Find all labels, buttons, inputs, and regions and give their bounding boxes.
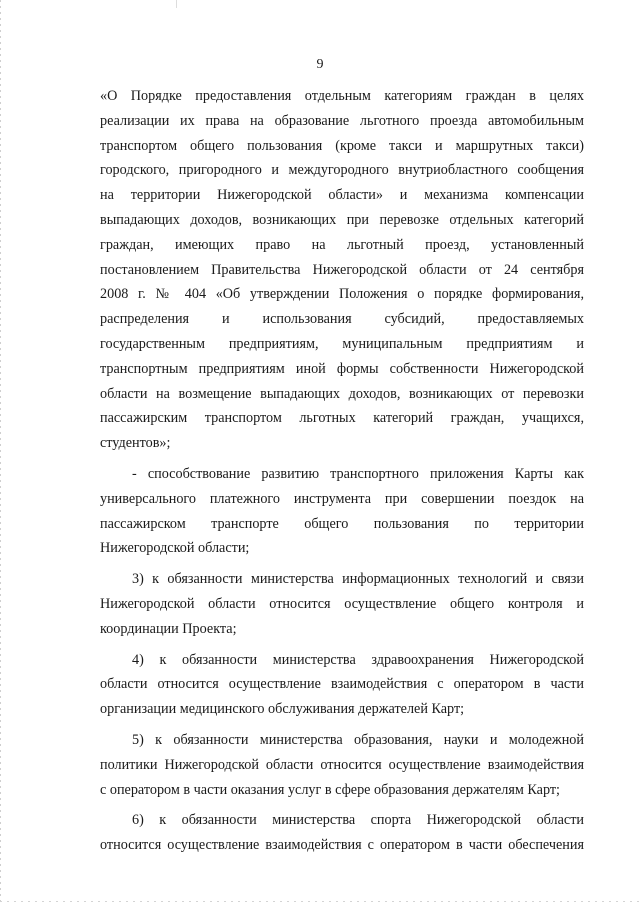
text-line: 5) к обязанности министерства образования, науки и молодежной: [132, 731, 584, 748]
text-line: политики Нижегородской области относится осуществление взаимодействия: [100, 756, 584, 773]
text-line: Нижегородской области относится осуществление общего контроля и: [100, 595, 584, 612]
text-line: относится осуществление взаимодействия с оператором в части обеспечения: [100, 837, 584, 854]
text-line: городского, пригородного и междугородного внутриобластного сообщения: [100, 162, 584, 179]
page-number: 9: [316, 57, 324, 72]
text-line: 3) к обязанности министерства информационных технологий и связи: [132, 571, 584, 588]
text-line: с оператором в части оказания услуг в сфере образования держателям Карт;: [100, 781, 560, 798]
paragraph-item-4: [100, 648, 584, 722]
text-line: на территории Нижегородской области» и механизма компенсации: [100, 187, 584, 204]
document-body: [100, 84, 584, 858]
text-line: области относится осуществление взаимодействия с оператором в части: [100, 676, 584, 693]
text-line: пассажирским транспортом льготных категорий граждан, учащихся,: [100, 410, 584, 427]
text-line: транспортным предприятиям иной формы собственности Нижегородской: [100, 360, 584, 377]
text-line: координации Проекта;: [100, 620, 237, 637]
text-line: государственным предприятиям, муниципальным предприятиям и: [100, 335, 584, 352]
text-line: выпадающих доходов, возникающих при перевозке отдельных категорий: [100, 211, 584, 228]
text-line: 6) к обязанности министерства спорта Нижегородской области: [132, 812, 584, 829]
paragraph-transport-card: [100, 462, 584, 561]
text-line: распределения и использования субсидий, предоставляемых: [100, 311, 584, 328]
text-line: реализации их права на образование льготного проезда автомобильным: [100, 112, 584, 129]
text-line: «О Порядке предоставления отдельным категориям граждан в целях: [100, 88, 584, 104]
paragraph-item-6: [100, 808, 584, 858]
text-line: Нижегородской области;: [100, 540, 250, 557]
scan-edge-left: [0, 0, 1, 905]
text-line: организации медицинского обслуживания держателей Карт;: [100, 701, 465, 718]
paragraph-item-3: [100, 567, 584, 641]
text-line: 4) к обязанности министерства здравоохранения Нижегородской: [132, 651, 584, 668]
text-line: транспортом общего пользования (кроме такси и маршрутных такси): [100, 137, 584, 154]
scan-edge-mark: [176, 0, 177, 8]
scan-edge-bottom: [0, 901, 640, 902]
paragraph-quote-block: [100, 84, 584, 456]
paragraph-item-5: [100, 728, 584, 802]
text-line: 2008 г. № 404 «Об утверждении Положения о порядке формирования,: [100, 286, 584, 303]
text-line: постановлением Правительства Нижегородской области от 24 сентября: [100, 261, 584, 278]
text-line: граждан, имеющих право на льготный проезд, установленный: [100, 236, 584, 253]
text-line: универсального платежного инструмента при совершении поездок на: [100, 490, 584, 507]
text-line: - способствование развитию транспортного приложения Карты как: [132, 465, 584, 482]
text-line: студентов»;: [100, 435, 171, 452]
text-line: пассажирском транспорте общего пользования по территории: [100, 515, 584, 532]
text-line: области на возмещение выпадающих доходов, возникающих от перевозки: [100, 385, 584, 402]
